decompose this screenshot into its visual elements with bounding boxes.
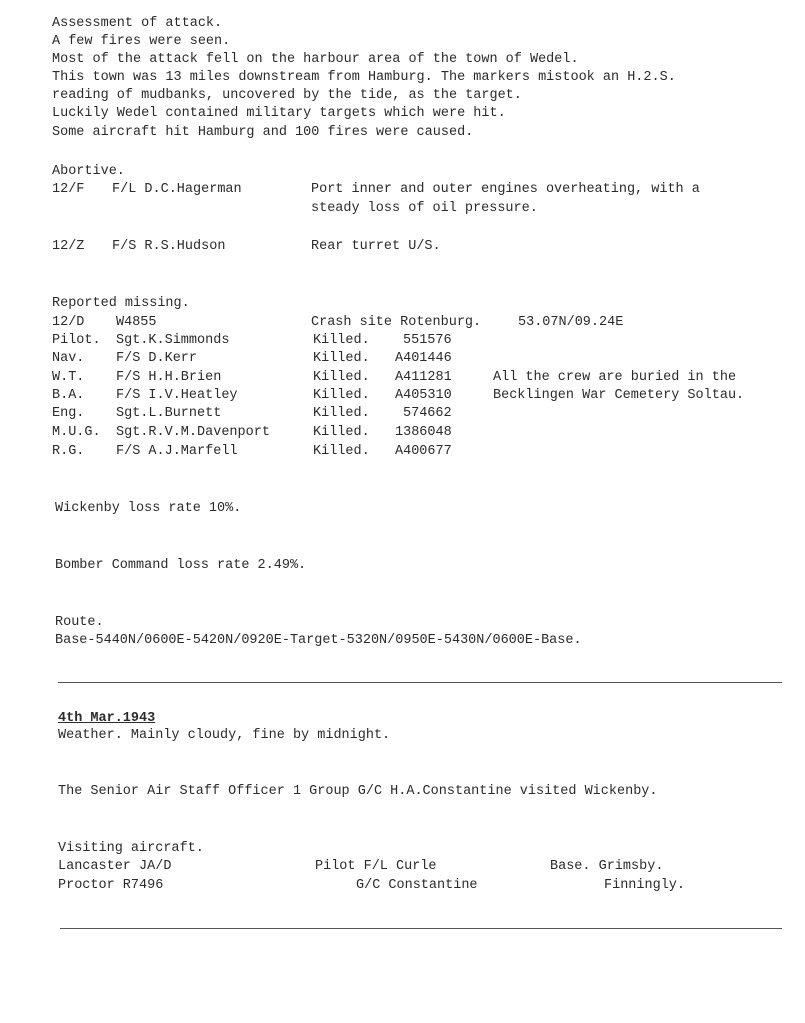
divider — [58, 682, 782, 683]
crew-status: Killed. — [313, 444, 370, 459]
crew-number: A405310 — [395, 388, 452, 403]
assessment-line: This town was 13 miles downstream from Hamburg. The markers mistook an H.2.S. — [52, 70, 676, 85]
crew-role: Pilot. — [52, 333, 101, 348]
route-text: Base-5440N/0600E-5420N/0920E-Target-5320N/0950E-5430N/0600E-Base. — [55, 633, 582, 648]
abortive-name: F/L D.C.Hagerman — [112, 182, 242, 197]
assessment-heading: Assessment of attack. — [52, 16, 223, 31]
abortive-note: Rear turret U/S. — [311, 239, 441, 254]
assessment-line: Some aircraft hit Hamburg and 100 fires were caused. — [52, 125, 474, 140]
crew-name: Sgt.R.V.M.Davenport — [116, 425, 270, 440]
assessment-line: A few fires were seen. — [52, 34, 231, 49]
crew-role: Nav. — [52, 351, 85, 366]
assessment-line: Luckily Wedel contained military targets which were hit. — [52, 106, 506, 121]
abortive-note: Port inner and outer engines overheating, with a — [311, 182, 700, 197]
crew-status: Killed. — [313, 370, 370, 385]
crash-coords: 53.07N/09.24E — [518, 315, 624, 330]
crew-status: Killed. — [313, 406, 370, 421]
assessment-line: reading of mudbanks, uncovered by the tide, as the target. — [52, 88, 522, 103]
crew-status: Killed. — [313, 333, 370, 348]
abortive-code: 12/Z — [52, 239, 85, 254]
crew-number: 551576 — [403, 333, 452, 348]
visiting-pilot: Pilot F/L Curle — [315, 859, 437, 874]
assessment-line: Most of the attack fell on the harbour area of the town of Wedel. — [52, 52, 579, 67]
abortive-name: F/S R.S.Hudson — [112, 239, 226, 254]
crew-number: A411281 — [395, 370, 452, 385]
burial-note: All the crew are buried in the — [493, 370, 737, 385]
crew-number: 1386048 — [395, 425, 452, 440]
crash-site: Crash site Rotenburg. — [311, 315, 482, 330]
crew-status: Killed. — [313, 351, 370, 366]
crew-status: Killed. — [313, 388, 370, 403]
crew-name: F/S H.H.Brien — [116, 370, 222, 385]
visiting-pilot: G/C Constantine — [356, 878, 478, 893]
bomber-command-loss-rate: Bomber Command loss rate 2.49%. — [55, 558, 307, 573]
abortive-code: 12/F — [52, 182, 85, 197]
burial-note: Becklingen War Cemetery Soltau. — [493, 388, 745, 403]
crew-name: F/S A.J.Marfell — [116, 444, 238, 459]
crew-role: R.G. — [52, 444, 85, 459]
crew-name: F/S D.Kerr — [116, 351, 198, 366]
crew-role: W.T. — [52, 370, 85, 385]
crew-name: F/S I.V.Heatley — [116, 388, 238, 403]
abortive-note: steady loss of oil pressure. — [311, 201, 538, 216]
crew-number: 574662 — [403, 406, 452, 421]
divider — [60, 928, 782, 929]
crew-role: Eng. — [52, 406, 85, 421]
visiting-aircraft: Lancaster JA/D — [58, 859, 172, 874]
crew-name: Sgt.K.Simmonds — [116, 333, 230, 348]
crew-number: A400677 — [395, 444, 452, 459]
missing-heading: Reported missing. — [52, 296, 190, 311]
abortive-heading: Abortive. — [52, 164, 125, 179]
crew-number: A401446 — [395, 351, 452, 366]
visiting-base: Finningly. — [604, 878, 686, 893]
missing-aircraft-serial: W4855 — [116, 315, 157, 330]
wickenby-loss-rate: Wickenby loss rate 10%. — [55, 501, 242, 516]
crew-name: Sgt.L.Burnett — [116, 406, 222, 421]
crew-role: M.U.G. — [52, 425, 101, 440]
crew-status: Killed. — [313, 425, 370, 440]
visiting-base: Base. Grimsby. — [550, 859, 664, 874]
weather-line: Weather. Mainly cloudy, fine by midnight. — [58, 728, 391, 743]
visiting-aircraft: Proctor R7496 — [58, 878, 164, 893]
missing-aircraft-code: 12/D — [52, 315, 85, 330]
visit-line: The Senior Air Staff Officer 1 Group G/C H.A.Constantine visited Wickenby. — [58, 784, 658, 799]
crew-role: B.A. — [52, 388, 85, 403]
entry-date: 4th Mar.1943 — [58, 711, 156, 726]
route-heading: Route. — [55, 615, 104, 630]
visiting-heading: Visiting aircraft. — [58, 841, 204, 856]
